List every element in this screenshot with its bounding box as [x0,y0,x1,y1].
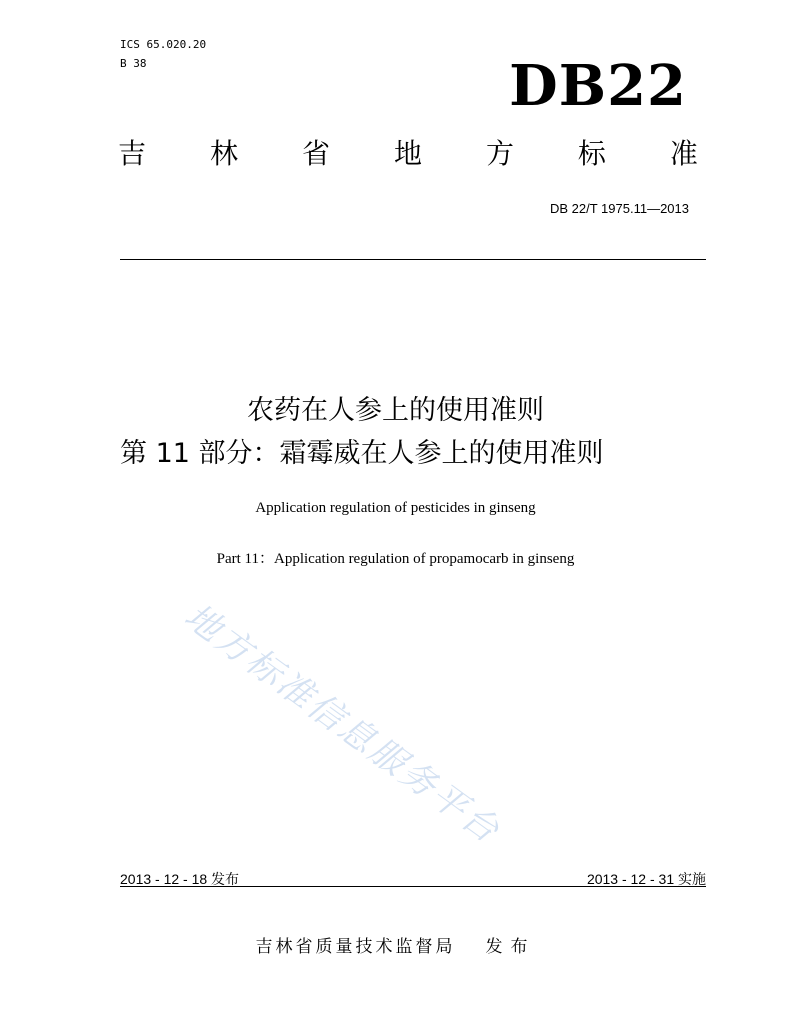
header-divider [120,259,706,260]
ccs-code: B 38 [120,57,147,70]
standard-logo: DB22 [509,53,687,119]
watermark: 地方标准信息服务平台 [176,596,508,853]
standard-type-char: 吉 [118,137,147,170]
chinese-part-title: 第 11 部分：霜霉威在人参上的使用准则 [120,438,604,469]
standard-type-char: 标 [577,137,606,170]
standard-type-char: 省 [301,137,330,170]
footer-divider [120,886,706,887]
implementation-date: 2013 - 12 - 31 实施 [586,871,706,887]
standard-type-title [118,137,698,170]
english-main-title: Application regulation of pesticides in ginseng [255,500,536,516]
english-part-title: Part 11：Application regulation of propamocarb in ginseng [216,551,575,567]
standard-type-char: 林 [209,137,238,170]
ics-code: ICS 65.020.20 [120,38,207,51]
publish-label: 发布 [485,937,536,957]
standard-number: DB 22/T 1975.11—2013 [549,201,689,216]
publisher-line [0,932,791,957]
publisher-name: 吉林省质量技术监督局 [255,937,456,957]
chinese-main-title: 农药在人参上的使用准则 [247,395,544,426]
issue-date: 2013 - 12 - 18 发布 [120,871,240,887]
standard-type-char: 地 [393,137,422,170]
standard-type-char: 方 [485,137,514,170]
standard-type-char: 准 [669,137,698,170]
